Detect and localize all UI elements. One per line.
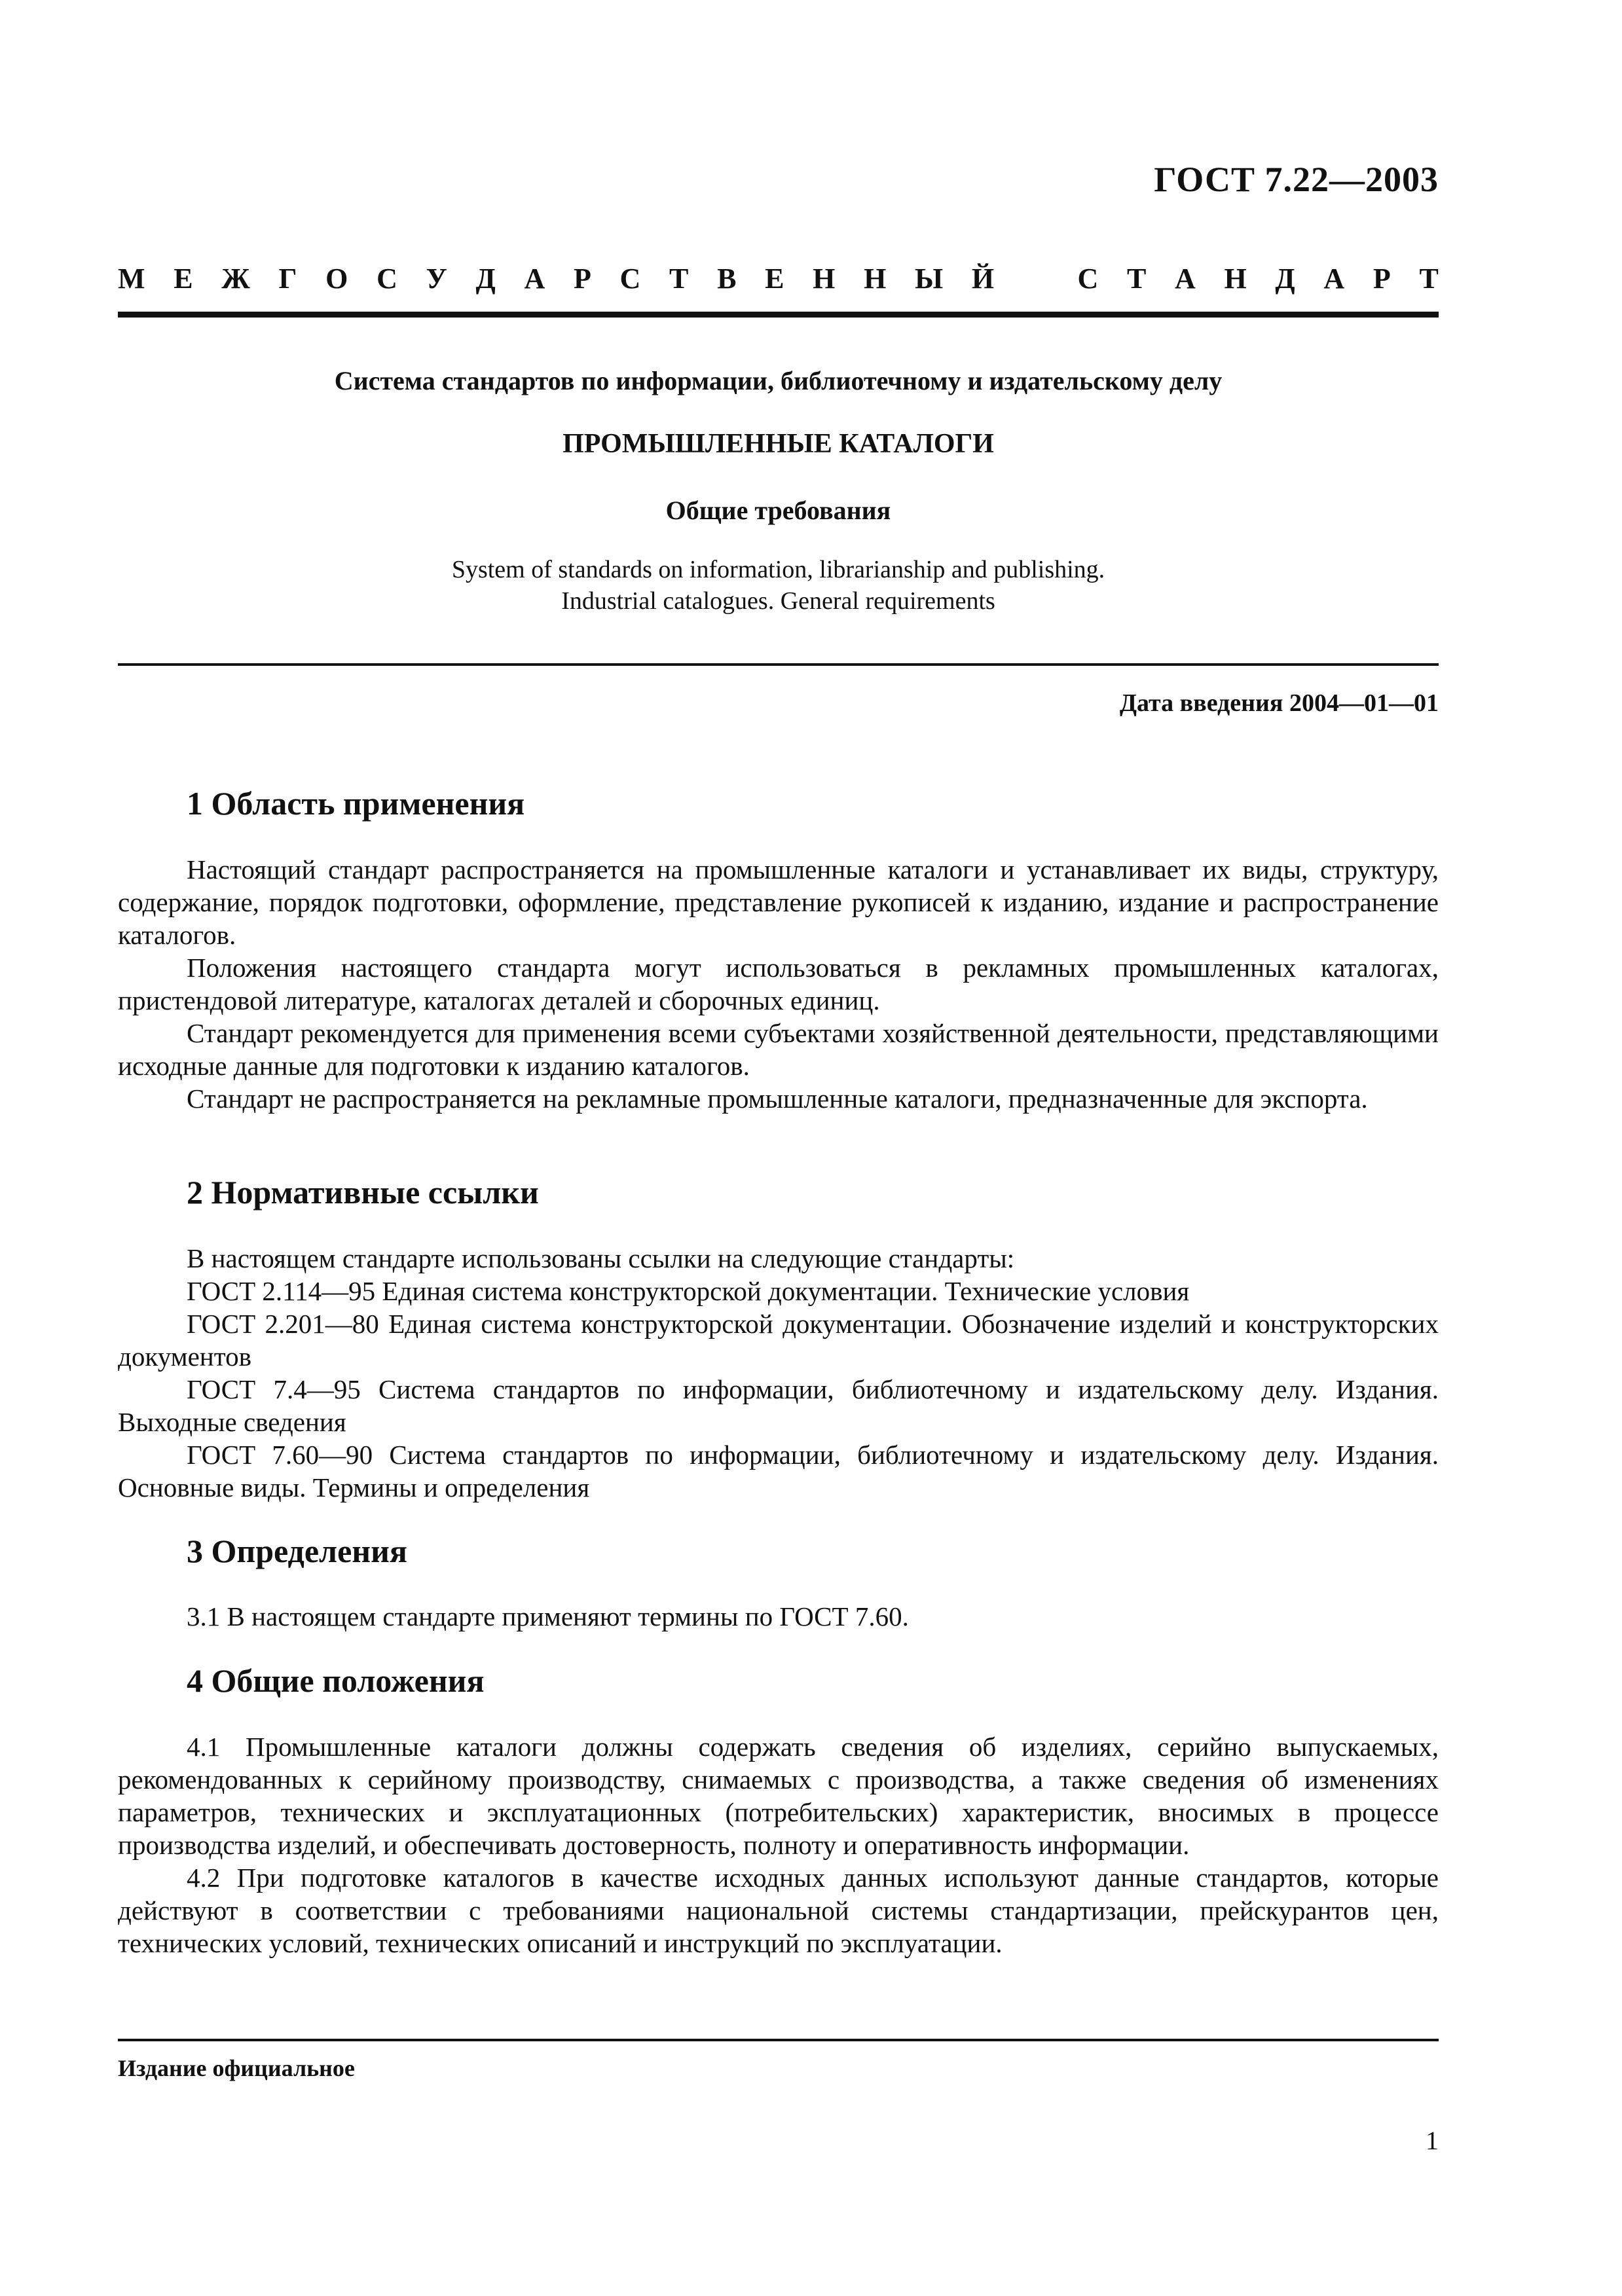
title-divider <box>118 663 1439 666</box>
banner-letter: Т <box>1419 263 1439 295</box>
section-heading-references: 2 Нормативные ссылки <box>187 1174 539 1211</box>
banner-letter: Е <box>174 263 193 295</box>
section-heading-definitions: 3 Определения <box>187 1533 407 1569</box>
banner-letter: Т <box>669 263 689 295</box>
banner-letter: Н <box>864 263 887 295</box>
banner-letter: О <box>325 263 348 295</box>
paragraph: Настоящий стандарт распространяется на промышленные каталоги и устанавливает их виды, структуру, содержание, порядок подготовки, оформление, представление рукописей к изданию, издание и распространение каталогов. <box>118 854 1439 950</box>
banner-letter: М <box>118 263 145 295</box>
banner-letter: С <box>1077 263 1099 295</box>
reference-item: ГОСТ 7.4—95 Система стандартов по информации, библиотечному и издательскому делу. Издания. Выходные сведения <box>118 1374 1439 1437</box>
document-number: ГОСТ 7.22—2003 <box>1154 160 1439 199</box>
banner-letter: А <box>524 263 545 295</box>
section-heading-general: 4 Общие положения <box>187 1662 485 1699</box>
footer-divider <box>118 2039 1439 2041</box>
paragraph: Стандарт рекомендуется для применения всеми субъектами хозяйственной деятельности, представляющими исходные данные для подготовки к изданию каталогов. <box>118 1018 1439 1081</box>
english-title <box>118 554 1439 617</box>
reference-item: ГОСТ 2.201—80 Единая система конструкторской документации. Обозначение изделий и конструкторских документов <box>118 1309 1439 1372</box>
paragraph: 4.1 Промышленные каталоги должны содержать сведения об изделиях, серийно выпускаемых, рекомендованных к серийному производству, снимаемых с производства, а также сведения об изменениях параметров, технических и эксплуатационных (потребительских) характеристик, вносимых в процессе производства изделий, и обеспечивать достоверность, полноту и оперативность информации. <box>118 1732 1439 1860</box>
introduction-date: Дата введения 2004—01—01 <box>1119 689 1439 717</box>
subtitle: Общие требования <box>665 496 891 525</box>
banner-letter: Ы <box>915 263 944 295</box>
banner-spacer <box>1023 262 1049 295</box>
page-number: 1 <box>1426 2126 1439 2155</box>
paragraph: Положения настоящего стандарта могут использоваться в рекламных промышленных каталогах, пристендовой литературе, каталогах деталей и сборочных единиц. <box>118 953 1439 1015</box>
section-body-definitions <box>118 1600 1439 1633</box>
banner-letter: Т <box>1126 263 1147 295</box>
banner-letter: С <box>619 263 641 295</box>
section-body-scope <box>118 853 1439 1115</box>
banner-letter: С <box>377 263 397 295</box>
official-edition-label: Издание официальное <box>118 2055 355 2081</box>
reference-item: ГОСТ 7.60—90 Система стандартов по информации, библиотечному и издательскому делу. Издания. Основные виды. Термины и определения <box>118 1440 1439 1503</box>
banner-letter: Г <box>278 263 297 295</box>
banner-letter: Р <box>573 263 591 295</box>
interstate-standard-banner <box>118 262 1439 295</box>
section-body-general <box>118 1730 1439 1959</box>
banner-letter: Й <box>971 263 995 295</box>
banner-letter: Ж <box>221 263 250 295</box>
banner-letter: Е <box>765 263 784 295</box>
banner-letter: В <box>717 263 737 295</box>
banner-letter: А <box>1175 263 1196 295</box>
banner-letter: Н <box>813 263 836 295</box>
paragraph: В настоящем стандарте использованы ссылки на следующие стандарты: <box>187 1243 1015 1273</box>
banner-letter: Д <box>1275 263 1295 295</box>
english-title-line: Industrial catalogues. General requirements <box>561 587 995 615</box>
banner-letter: А <box>1323 263 1345 295</box>
banner-letter: У <box>426 263 447 295</box>
header-divider <box>118 312 1439 318</box>
paragraph: 4.2 При подготовке каталогов в качестве исходных данных используют данные стандартов, которые действуют в соответствии с требованиями национальной системы стандартизации, прейскурантов цен, технических условий, технических описаний и инструкций по эксплуатации. <box>118 1863 1439 1958</box>
reference-item: ГОСТ 2.114—95 Единая система конструкторской документации. Технические условия <box>187 1276 1190 1306</box>
main-title: ПРОМЫШЛЕННЫЕ КАТАЛОГИ <box>562 429 994 459</box>
paragraph: Стандарт не распространяется на рекламные промышленные каталоги, предназначенные для экспорта. <box>187 1084 1368 1114</box>
paragraph: 3.1 В настоящем стандарте применяют термины по ГОСТ 7.60. <box>187 1601 909 1631</box>
banner-letter: Р <box>1373 263 1391 295</box>
section-body-references <box>118 1242 1439 1504</box>
banner-letter: Д <box>475 263 496 295</box>
section-heading-scope: 1 Область применения <box>187 785 525 822</box>
banner-letter: Н <box>1224 263 1247 295</box>
english-title-line: System of standards on information, librarianship and publishing. <box>451 556 1105 583</box>
series-title: Система стандартов по информации, библиотечному и издательскому делу <box>334 366 1223 395</box>
